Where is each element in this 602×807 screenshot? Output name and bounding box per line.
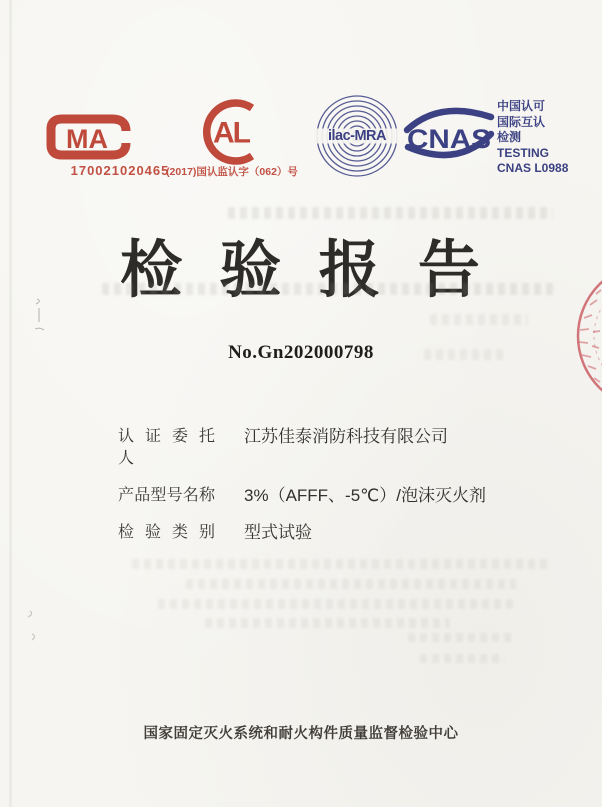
cal-logo-icon (196, 97, 268, 167)
cnas-mark-text: CNAS (407, 124, 491, 154)
report-title: 检 验 报 告 (120, 236, 482, 305)
bleedthrough-smudge (424, 349, 504, 360)
fields-section (118, 426, 486, 559)
cnas-text-line: 国际互认 (497, 114, 546, 129)
bleedthrough-smudge (408, 633, 513, 642)
bleedthrough-smudge (205, 618, 450, 628)
cnas-logo-icon (403, 104, 495, 164)
cnas-text-line: 检测 (497, 130, 522, 144)
bleedthrough-smudge (228, 207, 553, 219)
field-row-product-model (118, 485, 486, 507)
field-label: 产品型号名称 (118, 487, 215, 504)
field-value: 江苏佳泰消防科技有限公司 (244, 427, 448, 446)
report-number: No.Gn202000798 (228, 342, 374, 363)
field-value: 型式试验 (244, 523, 312, 542)
cnas-text-line: CNAS L0988 (497, 161, 569, 175)
scan-seam-artifact (9, 0, 12, 807)
cma-logo-icon (46, 114, 136, 160)
footer-org-name: 国家固定灭火系统和耐火构件质量监督检验中心 (143, 726, 459, 742)
field-value: 3%（AFFF、-5℃）/泡沫灭火剂 (244, 486, 486, 505)
cal-mark-text: AL (213, 116, 249, 150)
field-label: 认 证 委 托 人 (118, 428, 215, 467)
cnas-accreditation-text (497, 99, 587, 177)
cnas-text-line: TESTING (497, 145, 550, 160)
field-row-applicant (118, 426, 486, 470)
bleedthrough-smudge (430, 314, 528, 325)
field-label: 检 验 类 别 (118, 524, 215, 541)
bleedthrough-smudge (186, 579, 516, 589)
bleedthrough-smudge (102, 283, 554, 295)
field-row-test-category (118, 522, 486, 544)
ilac-mra-logo-icon (313, 92, 401, 180)
cma-mark-text: MA (66, 124, 108, 154)
cnas-text-line: 中国认可 (497, 99, 546, 113)
cal-certificate-number: (2017)国认监认字（062）号 (166, 166, 298, 178)
bleedthrough-smudge (158, 599, 513, 609)
ilac-mra-mark-text: ilac-MRA (327, 128, 387, 144)
cma-certificate-number: 170021020465 (70, 163, 170, 178)
bleedthrough-smudge (420, 654, 505, 663)
bleedthrough-smudge (132, 559, 552, 569)
